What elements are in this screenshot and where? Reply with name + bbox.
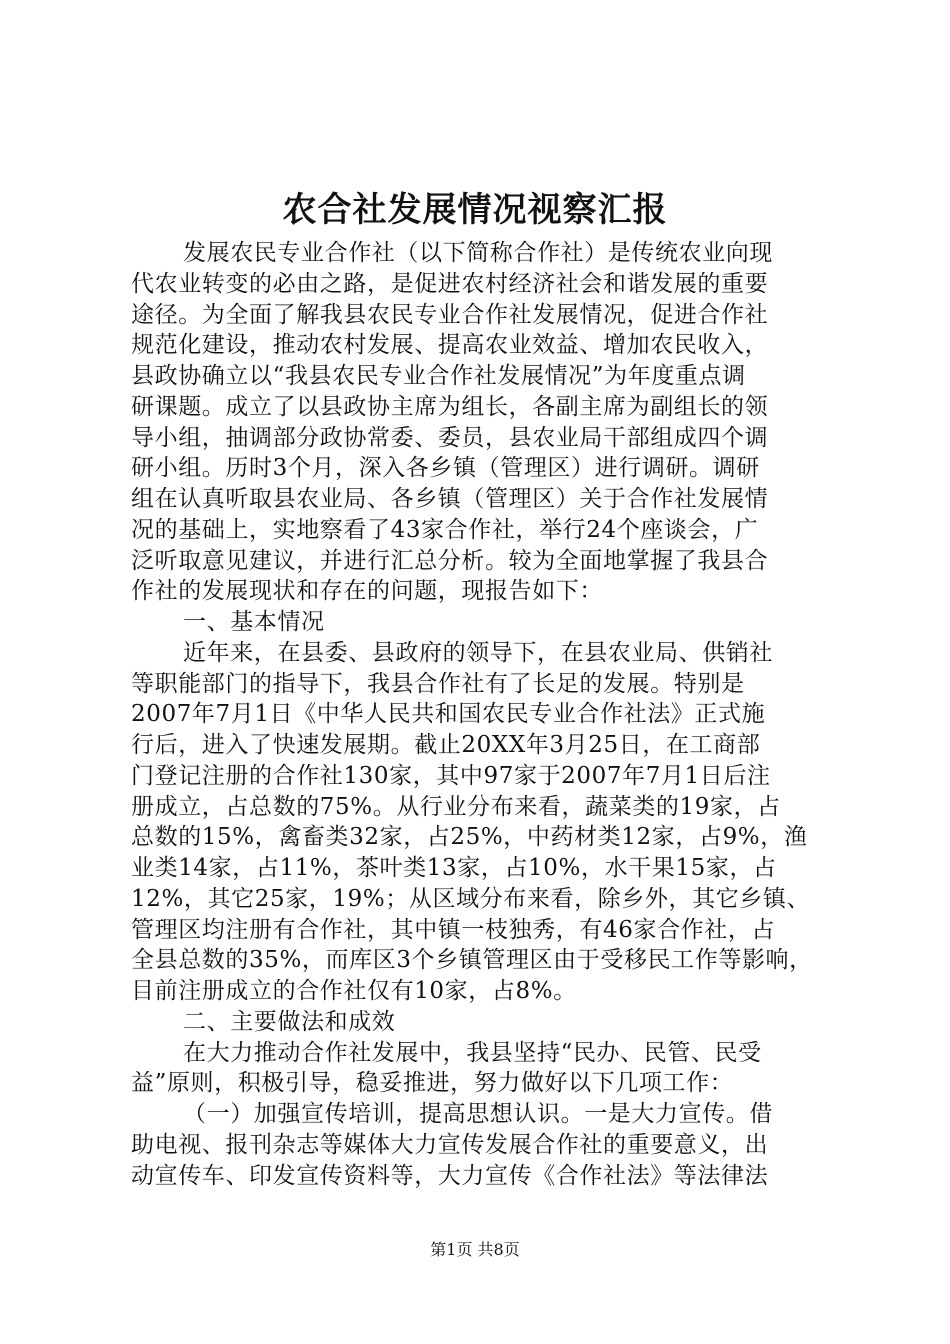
text-line: 况的基础上，实地察看了43家合作社，举行24个座谈会，广	[131, 516, 759, 543]
subsection-heading: （一）加强宣传培训，提高思想认识。一是大力宣传。借	[183, 1101, 773, 1127]
text-line: 近年来，在县委、县政府的领导下，在县农业局、供销社	[183, 639, 773, 666]
page-footer: 第1页 共8页	[430, 1240, 520, 1259]
text-line: 组在认真听取县农业局、各乡镇（管理区）关于合作社发展情	[131, 486, 769, 512]
text-line: 研小组。历时3个月，深入各乡镇（管理区）进行调研。调研	[131, 455, 760, 482]
section-heading: 二、主要做法和成效	[183, 1008, 396, 1035]
text-line: 册成立，占总数的75%。从行业分布来看，蔬菜类的19家，占	[131, 793, 781, 820]
text-line: 业类14家，占11%，茶叶类13家，占10%，水干果15家，占	[131, 855, 777, 881]
text-line: 导小组，抽调部分政协常委、委员，县农业局干部组成四个调	[131, 424, 769, 451]
text-line: 12%，其它25家，19%；从区域分布来看，除乡外，其它乡镇、	[131, 885, 811, 912]
text-line: 助电视、报刊杂志等媒体大力宣传发展合作社的重要意义，出	[131, 1131, 769, 1158]
section-heading: 一、基本情况	[183, 609, 325, 635]
document-title: 农合社发展情况视察汇报	[282, 190, 668, 230]
text-line: 门登记注册的合作社130家，其中97家于2007年7月1日后注	[131, 762, 771, 789]
text-line: 泛听取意见建议，并进行汇总分析。较为全面地掌握了我县合	[131, 547, 769, 574]
text-line: 2007年7月1日《中华人民共和国农民专业合作社法》正式施	[131, 701, 766, 728]
text-line: 总数的15%，禽畜类32家，占25%，中药材类12家，占9%，渔	[131, 824, 808, 851]
text-line: 等职能部门的指导下，我县合作社有了长足的发展。特别是	[131, 670, 745, 697]
text-line: 作社的发展现状和存在的问题，现报告如下：	[131, 578, 603, 605]
text-line: 目前注册成立的合作社仅有10家，占8%。	[131, 978, 577, 1004]
text-line: 规范化建设，推动农村发展、提高农业效益、增加农民收入，	[131, 332, 769, 359]
text-line: 途径。为全面了解我县农民专业合作社发展情况，促进合作社	[131, 301, 769, 328]
text-line: 在大力推动合作社发展中，我县坚持“民办、民管、民受	[183, 1039, 762, 1066]
text-line: 代农业转变的必由之路，是促进农村经济社会和谐发展的重要	[131, 270, 769, 297]
text-line: 动宣传车、印发宣传资料等，大力宣传《合作社法》等法律法	[131, 1162, 769, 1189]
text-line: 研课题。成立了以县政协主席为组长，各副主席为副组长的领	[131, 393, 769, 420]
text-line: 益”原则，积极引导，稳妥推进，努力做好以下几项工作：	[131, 1070, 734, 1097]
document-body	[131, 238, 831, 1191]
text-line: 行后，进入了快速发展期。截止20XX年3月25日，在工商部	[131, 732, 761, 758]
text-line: 管理区均注册有合作社，其中镇一枝独秀，有46家合作社，占	[131, 916, 776, 943]
text-line: 发展农民专业合作社（以下简称合作社）是传统农业向现	[183, 240, 773, 266]
text-line: 县政协确立以“我县农民专业合作社发展情况”为年度重点调	[131, 363, 746, 389]
text-line: 全县总数的35%，而库区3个乡镇管理区由于受移民工作等影响，	[131, 947, 813, 974]
